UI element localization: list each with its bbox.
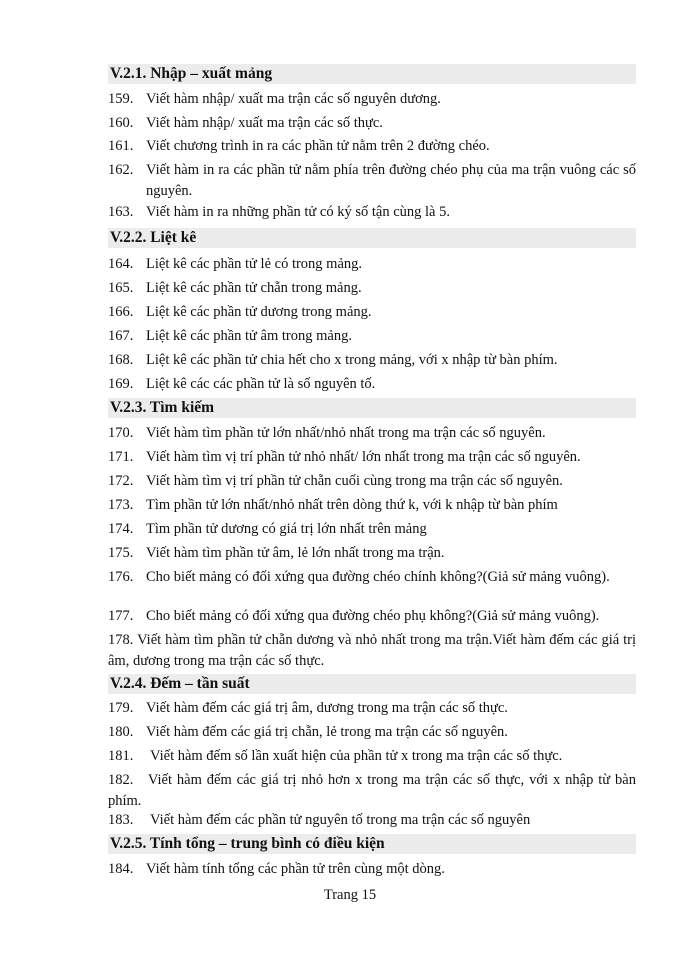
- list-item: [108, 136, 636, 157]
- item-text: Viết hàm tìm vị trí phần tử chẵn cuối cùng trong ma trận các số nguyên.: [146, 473, 563, 489]
- item-text: Viết hàm tìm phần tử lớn nhất/nhỏ nhất trong ma trận các số nguyên.: [146, 425, 546, 441]
- list-item: [108, 859, 636, 880]
- list-item: [108, 326, 636, 347]
- list-item: [108, 278, 636, 299]
- item-text: Viết hàm đếm số lần xuất hiện của phần tử x trong ma trận các số thực.: [150, 748, 563, 764]
- item-text: Liệt kê các phần tử âm trong mảng.: [146, 328, 352, 344]
- item-text: Tìm phần tử lớn nhất/nhỏ nhất trên dòng thứ k, với k nhập từ bàn phím: [146, 497, 558, 513]
- item-number: 180.: [108, 724, 134, 740]
- list-item: [108, 810, 636, 831]
- item-number: 173.: [108, 497, 134, 513]
- item-number: 178.: [108, 632, 134, 648]
- item-text: Viết hàm tìm phần tử âm, lẻ lớn nhất trong ma trận.: [146, 545, 445, 561]
- item-number: 179.: [108, 700, 134, 716]
- item-text: Viết chương trình in ra các phần tử nằm trên 2 đường chéo.: [146, 138, 490, 154]
- list-item: [108, 567, 636, 588]
- list-item: [108, 606, 636, 627]
- list-item: [108, 89, 636, 110]
- item-text: Viết hàm tính tổng các phần tử trên cùng một dòng.: [146, 861, 445, 877]
- item-text: Viết hàm tìm vị trí phần tử nhỏ nhất/ lớn nhất trong ma trận các số nguyên.: [146, 449, 581, 465]
- list-item: [108, 495, 636, 516]
- item-number: 174.: [108, 521, 134, 537]
- item-number: 166.: [108, 304, 134, 320]
- item-text: Viết hàm đếm các giá trị nhỏ hơn x trong ma trận các số thực, với x nhập từ bàn phím.: [108, 772, 636, 809]
- item-number: 181.: [108, 748, 134, 764]
- item-number: 171.: [108, 449, 134, 465]
- item-number: 168.: [108, 352, 134, 368]
- list-item: [108, 302, 636, 323]
- section-heading: V.2.2. Liệt kê: [108, 228, 636, 248]
- item-text: Viết hàm tìm phần tử chẵn dương và nhỏ nhất trong ma trận.Viết hàm đếm các giá trị âm, dương trong ma trận các số thực.: [108, 632, 636, 669]
- item-text: Liệt kê các phần tử chẵn trong mảng.: [146, 280, 362, 296]
- list-item: [108, 519, 636, 540]
- list-item: [108, 350, 636, 371]
- item-text: Liệt kê các các phần tử là số nguyên tố.: [146, 376, 376, 392]
- item-number: 165.: [108, 280, 134, 296]
- list-item: [108, 698, 636, 719]
- item-number: 177.: [108, 608, 134, 624]
- item-number: 182.: [108, 772, 134, 788]
- item-number: 170.: [108, 425, 134, 441]
- list-item: [108, 447, 636, 468]
- item-number: 183.: [108, 812, 134, 828]
- item-number: 184.: [108, 861, 134, 877]
- item-number: 169.: [108, 376, 134, 392]
- page-number: Trang 15: [323, 887, 377, 903]
- section-heading: V.2.3. Tìm kiếm: [108, 398, 636, 418]
- item-number: 172.: [108, 473, 134, 489]
- item-number: 175.: [108, 545, 134, 561]
- item-text: Viết hàm đếm các giá trị chẵn, lẻ trong ma trận các số nguyên.: [146, 724, 508, 740]
- item-text: Viết hàm in ra những phần tử có ký số tận cùng là 5.: [146, 204, 450, 220]
- item-number: 167.: [108, 328, 134, 344]
- item-text: Liệt kê các phần tử lẻ có trong mảng.: [146, 256, 363, 272]
- section-heading: V.2.4. Đếm – tần suất: [108, 674, 636, 694]
- item-number: 164.: [108, 256, 134, 272]
- item-text: Viết hàm đếm các giá trị âm, dương trong ma trận các số thực.: [146, 700, 508, 716]
- item-text: Viết hàm đếm các phần tử nguyên tố trong ma trận các số nguyên: [150, 812, 531, 828]
- list-item: [108, 746, 636, 767]
- list-item: [108, 374, 636, 395]
- list-item: [108, 160, 636, 202]
- item-number: 162.: [108, 162, 134, 178]
- item-number: 160.: [108, 115, 134, 131]
- item-number: 159.: [108, 91, 134, 107]
- item-text: Viết hàm in ra các phần tử nằm phía trên đường chéo phụ của ma trận vuông các số nguyên.: [146, 162, 636, 199]
- item-number: 163.: [108, 204, 134, 220]
- item-text: Liệt kê các phần tử chia hết cho x trong mảng, với x nhập từ bàn phím.: [146, 352, 558, 368]
- list-item: [108, 543, 636, 564]
- list-item: [108, 202, 636, 223]
- list-item: [108, 630, 636, 672]
- item-text: Cho biết mảng có đối xứng qua đường chéo phụ không?(Giả sử mảng vuông).: [146, 608, 600, 624]
- list-item: [108, 471, 636, 492]
- list-item: [108, 423, 636, 444]
- list-item: [108, 254, 636, 275]
- section-heading: V.2.5. Tính tổng – trung bình có điều kiện: [108, 834, 636, 854]
- item-text: Liệt kê các phần tử dương trong mảng.: [146, 304, 372, 320]
- item-text: Cho biết mảng có đối xứng qua đường chéo chính không?(Giả sử mảng vuông).: [146, 569, 610, 585]
- item-text: Viết hàm nhập/ xuất ma trận các số nguyên dương.: [146, 91, 441, 107]
- list-item: [108, 113, 636, 134]
- item-number: 176.: [108, 569, 134, 585]
- section-heading: V.2.1. Nhập – xuất mảng: [108, 64, 636, 84]
- item-text: Tìm phần tử dương có giá trị lớn nhất trên mảng: [146, 521, 427, 537]
- list-item: [108, 770, 636, 812]
- item-text: Viết hàm nhập/ xuất ma trận các số thực.: [146, 115, 383, 131]
- item-number: 161.: [108, 138, 134, 154]
- list-item: [108, 722, 636, 743]
